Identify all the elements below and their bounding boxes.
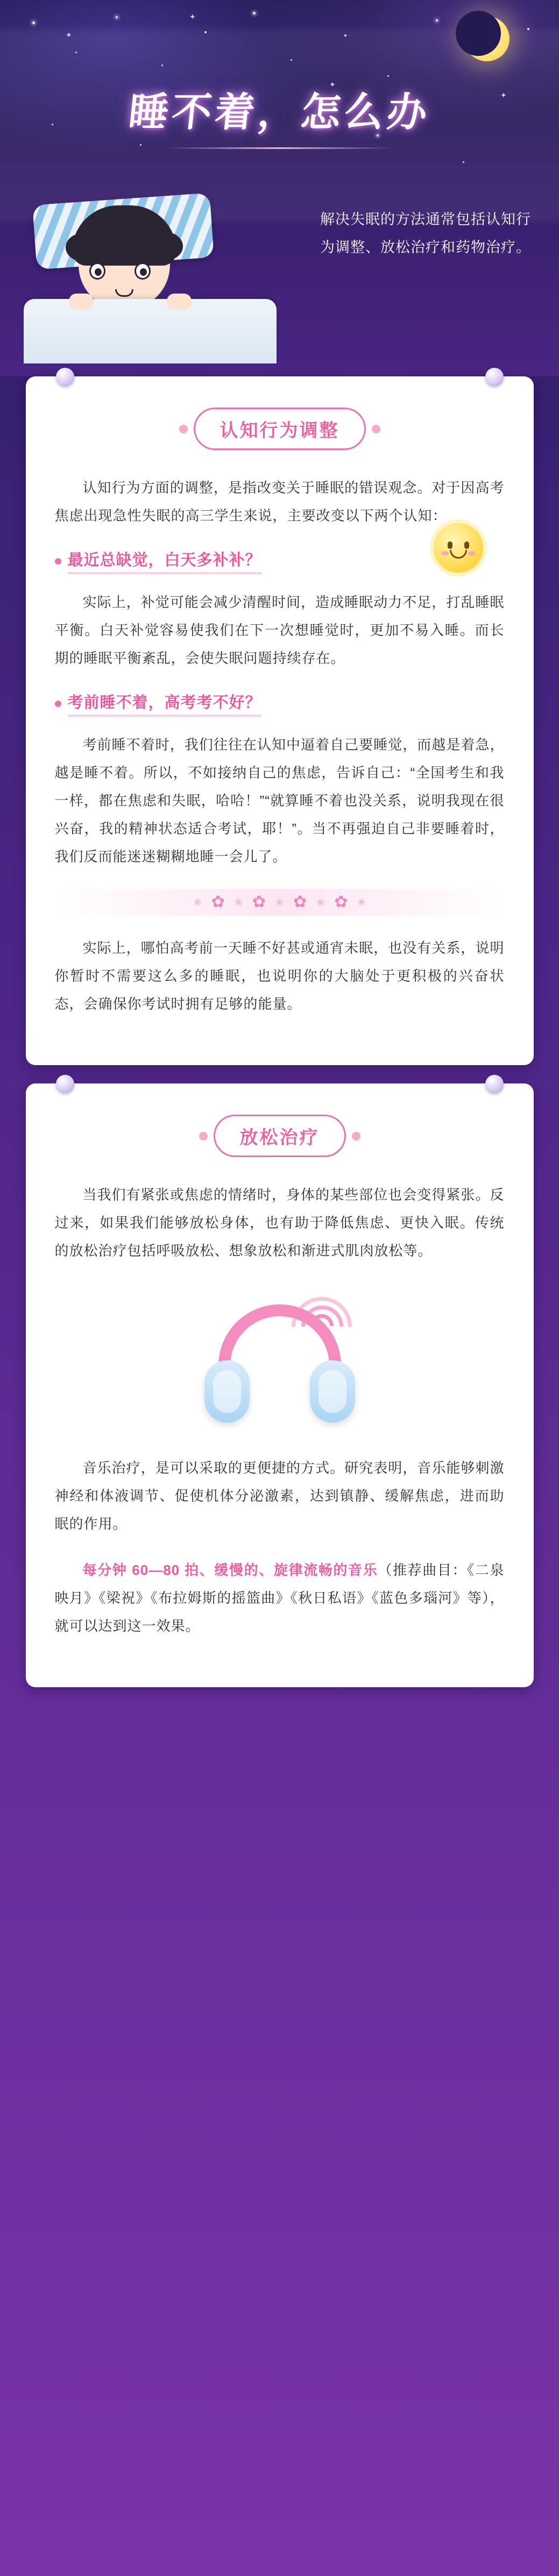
flower-icon: ✿ <box>293 893 307 911</box>
question-heading-1 <box>55 548 505 574</box>
page-title: 睡不着，怎么办 <box>126 89 433 135</box>
music-recommendation-rest: （推荐曲目：《二泉映月》《梁祝》《布拉姆斯的摇篮曲》《秋日私语》《蓝色多瑙河》等），就可以达到这一效果。 <box>54 1562 505 1634</box>
hero-banner <box>0 0 559 376</box>
title-underline <box>167 147 393 149</box>
child-eye-right <box>135 262 151 280</box>
headphone-cup-left <box>204 1360 250 1423</box>
paragraph-exam-anxiety: 考前睡不着时，我们往往在认知中逼着自己要睡觉，而越是着急，越是睡不着。所以，不如接纳自己的焦虑，告诉自己：“全国考生和我一样，都在焦虑和失眠，哈哈！”“就算睡不着也没关系，说明我现在很兴奋，我的精神状态适合考试，耶！”。当不再强迫自己非要睡着时，我们反而能迷迷糊糊地睡一会儿了。 <box>54 737 505 865</box>
hero-lede: 解决失眠的方法通常包括认知行为调整、放松治疗和药物治疗。 <box>320 211 531 255</box>
page-bottom-spacer <box>0 1706 559 1727</box>
flower-icon: ❀ <box>193 897 202 908</box>
flower-icon: ❀ <box>357 897 366 908</box>
card-anchor-right <box>485 1075 504 1093</box>
flower-icon: ❀ <box>316 897 325 908</box>
bullet-dot-icon <box>55 701 61 707</box>
flower-icon: ❀ <box>275 897 284 908</box>
paragraph-sleepless-ok: 实际上，哪怕高考前一天睡不好甚或通宵未眠，也没有关系，说明你暂时不需要这么多的睡眠，也说明你的大脑处于更积极的兴奋状态，会确保你考试时拥有足够的能量。 <box>54 940 505 1012</box>
child-hand-left <box>69 294 94 310</box>
sleepless-child-illustration <box>29 194 282 355</box>
headphone-cup-right <box>310 1360 355 1423</box>
section-heading-relaxation <box>55 1115 505 1157</box>
section-card-relaxation <box>26 1083 534 1687</box>
paragraph-relaxation-intro: 当我们有紧张或焦虑的情绪时，身体的某些部位也会变得紧张。反过来，如果我们能够放松身体，也有助于降低焦虑、更快入眠。传统的放松治疗包括呼吸放松、想象放松和渐进式肌肉放松等。 <box>54 1187 505 1259</box>
paragraph-cognitive-intro: 认知行为方面的调整，是指改变关于睡眠的错误观念。对于因高考焦虑出现急性失眠的高三学生来说，主要改变以下两个认知： <box>54 480 505 524</box>
card-anchor-right <box>485 368 504 386</box>
child-eye-left <box>89 262 105 280</box>
section-title-pill: 认知行为调整 <box>194 408 366 450</box>
card-anchor-left <box>56 368 74 386</box>
flower-icon: ✿ <box>211 893 225 911</box>
section-card-cognitive <box>26 376 534 1065</box>
highlight-music-tempo: 每分钟 60—80 拍、缓慢的、旋律流畅的音乐 <box>82 1562 378 1578</box>
flower-icon: ✿ <box>334 893 348 911</box>
child-hand-right <box>167 294 192 310</box>
starfield: ✦ ✦ ✦ ✦ <box>0 0 559 376</box>
headphones-with-sound-waves-icon <box>55 1283 505 1444</box>
question-heading-2 <box>55 690 505 717</box>
card-anchor-left <box>56 1075 74 1093</box>
section-title-pill: 放松治疗 <box>214 1115 346 1157</box>
bullet-dot-icon <box>55 558 61 565</box>
flower-icon: ✿ <box>252 893 266 911</box>
paragraph-napping: 实际上，补觉可能会减少清醒时间，造成睡眠动力不足，打乱睡眠平衡。白天补觉容易使我们在下一次想睡觉时，更加不易入睡。而长期的睡眠平衡紊乱，会使失眠问题持续存在。 <box>54 594 505 666</box>
blanket <box>24 299 277 363</box>
flower-divider <box>55 889 505 916</box>
question-text-2: 考前睡不着，高考考不好？ <box>68 690 261 717</box>
section-heading-cognitive <box>55 408 505 450</box>
crescent-moon-icon <box>464 16 510 61</box>
paragraph-music-therapy: 音乐治疗，是可以采取的更便捷的方式。研究表明，音乐能够刺激神经和体液调节、促使机体分泌激素，达到镇静、缓解焦虑，进而助眠的作用。 <box>54 1460 505 1532</box>
flower-icon: ❀ <box>234 897 243 908</box>
smiling-sun-icon <box>434 523 483 573</box>
question-text-1: 最近总缺觉，白天多补补？ <box>68 548 261 574</box>
paragraph-music-recommendation <box>55 1556 505 1640</box>
hero-title-block <box>0 81 559 149</box>
